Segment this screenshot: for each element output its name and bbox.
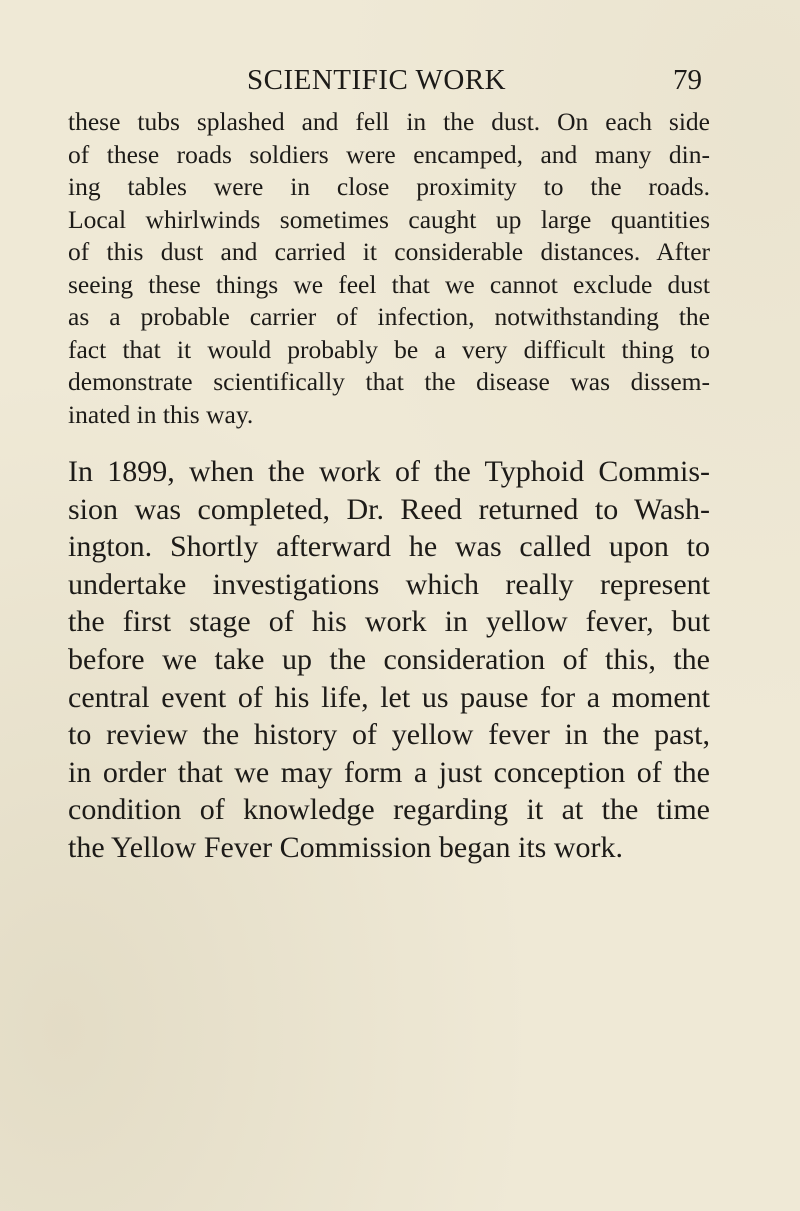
text-line: central event of his life, let us pause for a moment (68, 680, 710, 714)
text-line: before we take up the consideration of this, the (68, 642, 710, 676)
running-head-title: SCIENTIFIC WORK (247, 64, 507, 96)
text-line: the first stage of his work in yellow fever, but (68, 605, 710, 639)
paragraph-2 (68, 453, 710, 867)
text-line: seeing these things we feel that we cannot exclude dust (68, 269, 710, 299)
text-line: the Yellow Fever Commission began its work. (68, 830, 623, 864)
text-line: demonstrate scientifically that the disease was dissem- (68, 367, 710, 396)
page-number: 79 (673, 64, 702, 96)
text-line: sion was completed, Dr. Reed returned to Wash- (68, 492, 710, 526)
running-head (0, 64, 800, 104)
text-line: undertake investigations which really represent (68, 567, 710, 601)
paragraph-1 (68, 106, 710, 431)
text-line: these tubs splashed and fell in the dust. On each side (68, 107, 710, 136)
text-line: inated in this way. (68, 399, 254, 429)
text-line: condition of knowledge regarding it at the time (68, 793, 710, 827)
text-line: as a probable carrier of infection, notwithstanding the (68, 302, 710, 331)
text-line: of these roads soldiers were encamped, and many din- (68, 139, 710, 169)
text-line: ington. Shortly afterward he was called upon to (68, 530, 710, 564)
text-line: in order that we may form a just conception of the (68, 755, 710, 789)
text-line: of this dust and carried it considerable distances. After (68, 237, 710, 266)
text-line: ing tables were in close proximity to the roads. (68, 172, 710, 201)
text-line: fact that it would probably be a very difficult thing to (68, 334, 710, 364)
text-line: Local whirlwinds sometimes caught up large quantities (68, 204, 710, 234)
text-line: In 1899, when the work of the Typhoid Commis- (68, 455, 710, 488)
text-line: to review the history of yellow fever in the past, (68, 718, 710, 752)
